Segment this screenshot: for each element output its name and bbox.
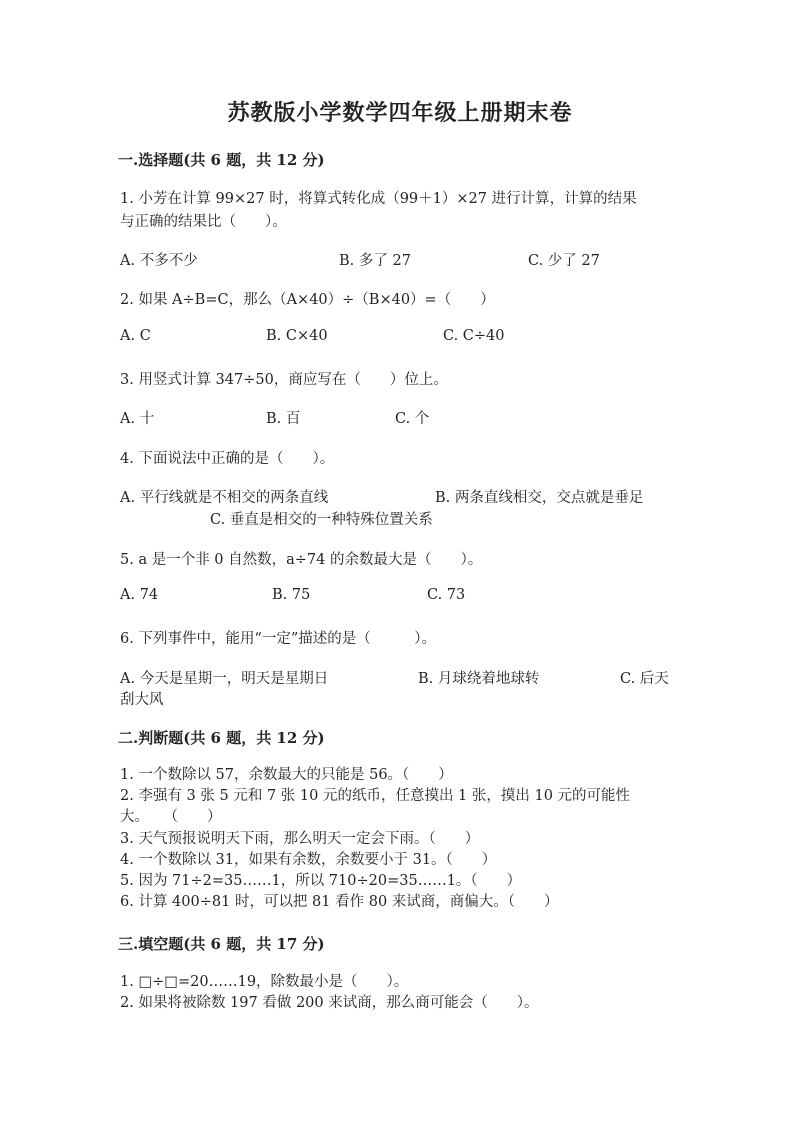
judge-item-2-line-2: 大。 （ ） — [120, 809, 222, 825]
question-6-option-c-continued: 刮大风 — [120, 692, 164, 708]
question-1-line-1: 1. 小芳在计算 99×27 时，将算式转化成（99＋1）×27 进行计算，计算的结果 — [120, 191, 637, 207]
question-6-line-1: 6. 下列事件中，能用“一定”描述的是（ ）。 — [120, 631, 437, 647]
fill-item-1: 1. □÷□=20……19，除数最小是（ ）。 — [120, 974, 409, 990]
question-4-option-b: B. 两条直线相交，交点就是垂足 — [435, 490, 644, 506]
question-1-option-a: A. 不多不少 — [120, 253, 198, 269]
question-4-option-a: A. 平行线就是不相交的两条直线 — [120, 490, 329, 506]
question-5-option-b: B. 75 — [272, 587, 311, 603]
question-5-line-1: 5. a 是一个非 0 自然数，a÷74 的余数最大是（ ）。 — [120, 552, 483, 568]
question-2-line-1: 2. 如果 A÷B=C，那么（A×40）÷（B×40）=（ ） — [120, 292, 495, 308]
question-2-option-a: A. C — [120, 328, 151, 344]
section-heading-choice: 一.选择题(共 6 题，共 12 分) — [118, 151, 325, 169]
question-3-line-1: 3. 用竖式计算 347÷50，商应写在（ ）位上。 — [120, 372, 448, 388]
judge-item-5: 5. 因为 71÷2=35……1，所以 710÷20=35……1。（ ） — [120, 873, 522, 889]
page-title: 苏教版小学数学四年级上册期末卷 — [227, 100, 573, 126]
judge-item-2-line-1: 2. 李强有 3 张 5 元和 7 张 10 元的纸币，任意摸出 1 张，摸出 10 元的可能性 — [120, 788, 631, 804]
question-6-option-c: C. 后天 — [620, 671, 669, 687]
judge-item-3: 3. 天气预报说明天下雨，那么明天一定会下雨。（ ） — [120, 831, 480, 847]
question-2-option-b: B. C×40 — [266, 328, 328, 344]
question-5-option-a: A. 74 — [120, 587, 159, 603]
question-4-option-c: C. 垂直是相交的一种特殊位置关系 — [210, 512, 433, 528]
judge-item-1: 1. 一个数除以 57，余数最大的只能是 56。（ ） — [120, 767, 453, 783]
question-4-line-1: 4. 下面说法中正确的是（ ）。 — [120, 451, 335, 467]
question-6-option-b: B. 月球绕着地球转 — [418, 671, 540, 687]
fill-item-2: 2. 如果将被除数 197 看做 200 来试商，那么商可能会（ ）。 — [120, 995, 539, 1011]
section-heading-fill: 三.填空题(共 6 题，共 17 分) — [118, 935, 325, 953]
question-1-line-2: 与正确的结果比（ ）。 — [120, 214, 287, 230]
question-3-option-a: A. 十 — [120, 411, 155, 427]
question-5-option-c: C. 73 — [427, 587, 466, 603]
question-3-option-c: C. 个 — [395, 411, 430, 427]
question-1-option-c: C. 少了 27 — [528, 253, 600, 269]
question-2-option-c: C. C÷40 — [443, 328, 505, 344]
judge-item-4: 4. 一个数除以 31，如果有余数，余数要小于 31。（ ） — [120, 852, 497, 868]
question-3-option-b: B. 百 — [266, 411, 301, 427]
judge-item-6: 6. 计算 400÷81 时，可以把 81 看作 80 来试商，商偏大。（ ） — [120, 894, 559, 910]
section-heading-judge: 二.判断题(共 6 题，共 12 分) — [118, 729, 325, 747]
question-1-option-b: B. 多了 27 — [339, 253, 411, 269]
question-6-option-a: A. 今天是星期一，明天是星期日 — [120, 671, 329, 687]
